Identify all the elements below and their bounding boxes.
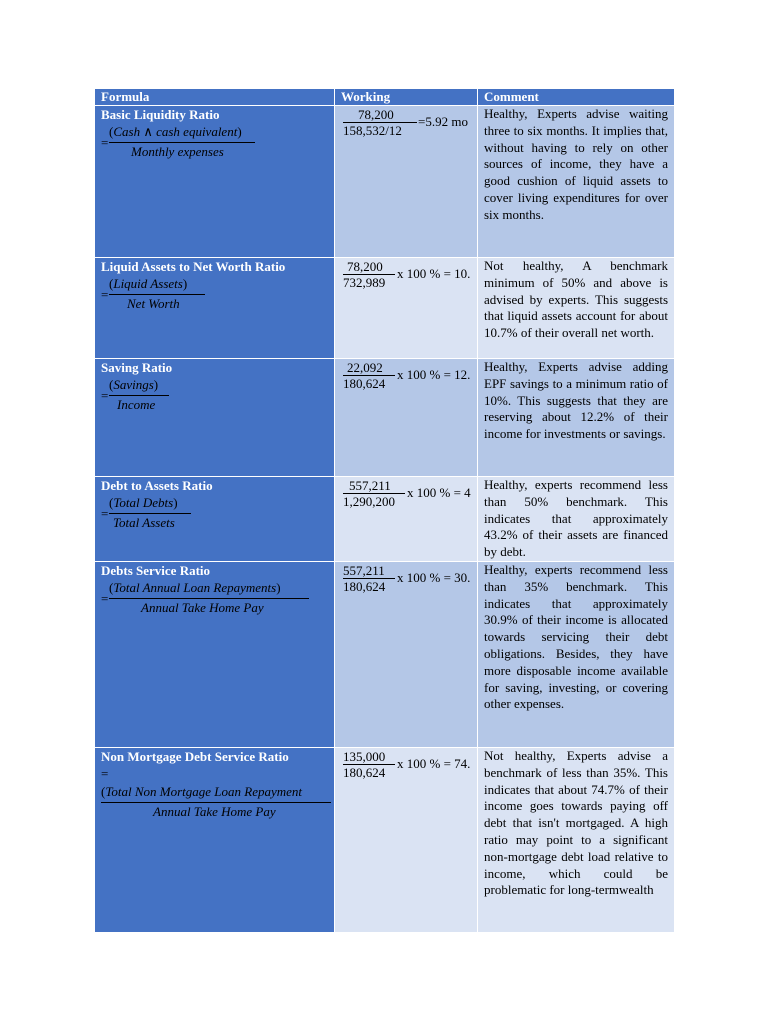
formula-cell: [95, 258, 335, 359]
fraction-bar: [109, 142, 255, 143]
working-calculation: [335, 359, 477, 397]
working-denominator: 180,624: [343, 376, 386, 391]
fraction-bar: [109, 513, 191, 514]
header-comment: Comment: [478, 89, 675, 106]
formula-denominator: Net Worth: [127, 296, 180, 311]
working-numerator: 557,211: [349, 478, 391, 493]
ratio-name: Saving Ratio: [101, 360, 173, 375]
header-formula: Formula: [95, 89, 335, 106]
working-numerator: 22,092: [347, 360, 383, 375]
working-cell: [335, 258, 478, 359]
working-calculation: [335, 477, 477, 515]
formula-numerator: (Liquid Assets): [109, 276, 188, 291]
working-result: x 100 % = 12.: [397, 367, 471, 382]
formula-denominator: Annual Take Home Pay: [153, 803, 276, 819]
formula-numerator: (Cash ∧ cash equivalent): [109, 124, 242, 139]
formula-denominator: Total Assets: [113, 515, 175, 530]
equals-sign: =: [101, 765, 109, 781]
formula-fraction: [95, 580, 334, 620]
working-calculation: [335, 258, 477, 296]
working-result: x 100 % = 74.: [397, 755, 471, 771]
equals-sign: =: [101, 287, 109, 302]
working-cell: [335, 747, 478, 932]
formula-cell: [95, 359, 335, 477]
equals-sign: =: [101, 506, 109, 521]
equals-sign: =: [101, 388, 109, 403]
working-calculation: [335, 106, 477, 144]
table-row: [95, 359, 675, 477]
working-numerator: 135,000: [343, 748, 386, 764]
ratio-table: [94, 88, 675, 933]
comment-cell: Healthy, Experts advise waiting three to six months. It implies that, without having to rely on other sources of income, they have a good cushion of liquid assets to cover living expenditures for over six months.: [478, 106, 675, 258]
formula-denominator: Annual Take Home Pay: [141, 599, 264, 615]
equals-sign: =: [101, 590, 109, 606]
formula-fraction: [95, 124, 334, 164]
fraction-bar: [109, 294, 205, 295]
formula-numerator: (Total Debts): [109, 495, 178, 510]
table-row: [95, 258, 675, 359]
formula-denominator: Monthly expenses: [131, 144, 224, 159]
working-cell: [335, 359, 478, 477]
formula-numerator: (Total Annual Loan Repayments): [109, 579, 281, 595]
fraction-bar: [101, 802, 331, 803]
comment-cell: Healthy, experts recommend less than 50% benchmark. This indicates that approximately 43.2% of their assets are financed by debt.: [478, 477, 675, 562]
working-result: x 100 % = 4: [407, 485, 471, 500]
working-numerator: 78,200: [347, 259, 383, 274]
working-result: x 100 % = 10.: [397, 266, 471, 281]
working-cell: [335, 477, 478, 562]
table-row: [95, 561, 675, 747]
ratio-name: Debt to Assets Ratio: [101, 478, 213, 493]
formula-cell: [95, 747, 335, 932]
formula-fraction: [95, 495, 334, 535]
working-numerator: 557,211: [343, 562, 385, 578]
formula-fraction: [95, 276, 334, 316]
ratio-name: Basic Liquidity Ratio: [101, 107, 220, 122]
comment-cell: Healthy, experts recommend less than 35% benchmark. This indicates that approximately 30.9% of their income is allocated towards servicing their debt obligations. Besides, they have more disposable income available for saving, investing, or covering other expenses.: [478, 561, 675, 747]
formula-numerator: (Savings): [109, 377, 159, 392]
formula-denominator: Income: [117, 397, 156, 412]
formula-cell: [95, 106, 335, 258]
comment-cell: Not healthy, Experts advise a benchmark of less than 35%. This indicates that about 74.7% of their income goes towards paying off debt that isn't mortgaged. A high ratio may point to a significant non-mortgage debt load relative to income, which could be problematic for long-termwealth: [478, 747, 675, 932]
equals-sign: =: [101, 135, 109, 150]
table-row: [95, 477, 675, 562]
working-denominator: 180,624: [343, 578, 386, 594]
table-row: [95, 747, 675, 932]
table-row: [95, 106, 675, 258]
working-calculation: [335, 562, 477, 600]
ratio-name: Non Mortgage Debt Service Ratio: [101, 748, 289, 764]
working-result: =5.92 mo: [418, 114, 468, 129]
header-working: Working: [335, 89, 478, 106]
working-numerator: 78,200: [358, 107, 394, 122]
comment-cell: Healthy, Experts advise adding EPF savings to a minimum ratio of 10%. This suggests that they are reserving about 12.2% of their income for investments or savings.: [478, 359, 675, 477]
comment-cell: Not healthy, A benchmark minimum of 50% and above is advised by experts. This suggests that liquid assets account for about 10.7% of their overall net worth.: [478, 258, 675, 359]
fraction-bar: [109, 395, 169, 396]
formula-cell: [95, 477, 335, 562]
ratio-name: Debts Service Ratio: [101, 562, 211, 578]
working-calculation: [335, 748, 477, 786]
formula-numerator: (Total Non Mortgage Loan Repayment: [101, 783, 303, 799]
working-denominator: 1,290,200: [343, 494, 395, 509]
working-cell: [335, 561, 478, 747]
formula-fraction: [95, 766, 334, 826]
fraction-bar: [109, 598, 309, 599]
working-denominator: 158,532/12: [343, 123, 402, 138]
formula-cell: [95, 561, 335, 747]
working-denominator: 180,624: [343, 764, 386, 780]
working-denominator: 732,989: [343, 275, 386, 290]
header-row: [95, 89, 675, 106]
formula-fraction: [95, 377, 334, 417]
working-result: x 100 % = 30.: [397, 569, 471, 585]
working-cell: [335, 106, 478, 258]
ratio-name: Liquid Assets to Net Worth Ratio: [101, 259, 286, 274]
